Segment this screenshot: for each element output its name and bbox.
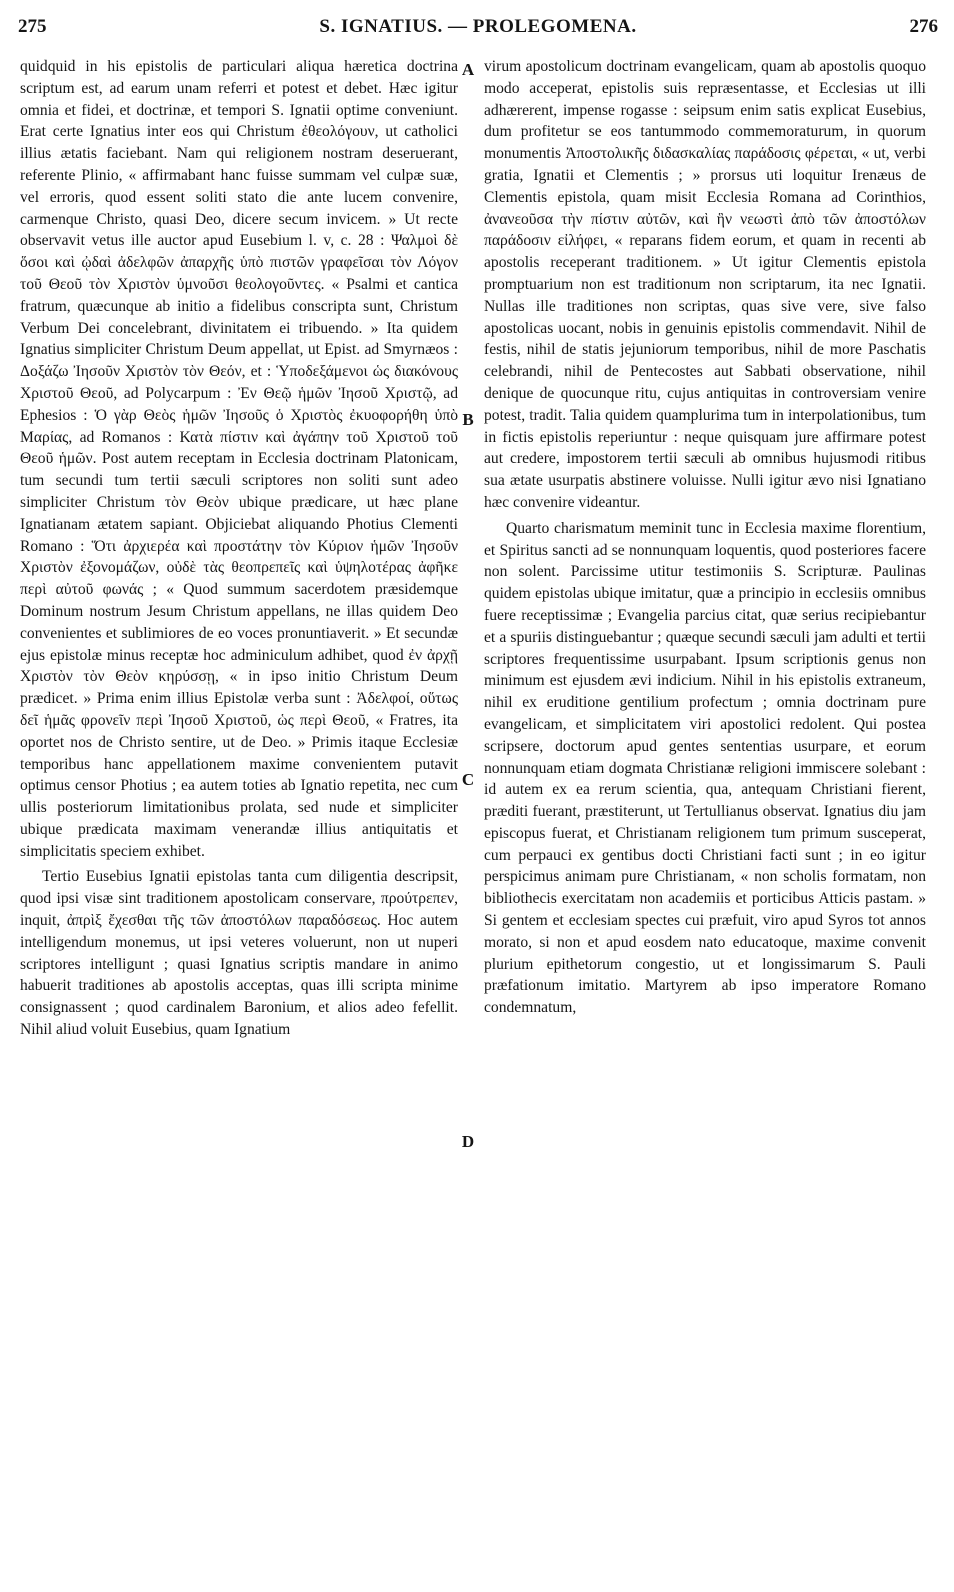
- margin-marker-c: C: [461, 770, 475, 789]
- page-number-left: 275: [18, 16, 47, 37]
- right-paragraph-2: Quarto charismatum meminit tunc in Ecclesia maxime florentium, et Spiritus sancti ad se nonnunquam loquentis, quod posteriores facere non solent. Parcissime utitur testimoniis S. Scripturæ. Paulinas quidem epistolas ubique imitatur, quæ a principio in ecclesiis omnibus fuere receptissimæ ; Evangelia parcius citat, quæ serius recipiebantur et a spuriis distinguebantur ; quæque secundi sæculi jam adulti et tertii scriptores frequentissime usurpabant. Ipsum scriptionis genus non minimum est ejusdem ævi indicium. Nihil in his epistolis extraneum, nihil ex eruditione gentilium profectum ; omnia doctrinam pure evangelicam, et simplicitatem viri apostolici redolent. Qui postea scripsere, doctorum apud gentes sententias usurpare, et eorum nonnunquam etiam dogmata Christianæ religioni immiscere solebant : id autem ex ea rerum scientia, qua, antequam Christiani fierent, præditi fuerant, præstiterunt, ut Tertullianus observat. Ignatius diu jam episcopus fuerat, et Christianam religionem tum primum susceperat, cum perpauci ex gentibus docti Christiani facti sunt ; in eo igitur perspicimus animam pure Christianam, « non scholis formatam, non bibliothecis exercitatam non academiis et porticibus Atticis pastam. » Si gentem et ecclesiam spectes cui præfuit, viro apud Syros tot annos morato, si non et apud eosdem nato educatoque, maxime convenit plurium epithetorum congestio, ut et longissimarum S. Pauli præfationum imitatio. Martyrem ab ipso imperatore Romano condemnatum,: [484, 519, 926, 1017]
- left-paragraph-2: Tertio Eusebius Ignatii epistolas tanta cum diligentia descripsit, quod ipsi visæ sint traditionem apostolicam conservare, προύτρεπεν, inquit, ἀπρὶξ ἔχεσθαι τῆς τῶν ἀποστόλων παραδόσεως. Hoc autem intelligendum monemus, ut ipsi veteres voluerunt, non ut nuperi scriptores intelligunt ; quasi Ignatius scriptis mandare in animo habuerit traditiones ab apostolis acceptas, quas illi scripta minime consignassent ; quod cardinalem Baronium, et alios adeo fefellit. Nihil aliud voluit Eusebius, quam Ignatium: [20, 868, 458, 1039]
- page-number-right: 276: [909, 16, 938, 37]
- right-column: [484, 56, 926, 1019]
- right-paragraph-1: virum apostolicum doctrinam evangelicam, quam ab apostolis quoquo modo acceperat, epistolis suis repræsentasse, et Ecclesias ut illi adhærerent, impense rogasse : seipsum enim satis explicat Eusebius, dum profitetur se eos tantummodo commemoraturum, in quorum monumentis Ἀποστολικῆς διδασκαλίας παράδοσις φέρεται, « ut, verbi gratia, Ignatii et Clementis ; » prorsus uti loquitur Irenæus de Clementis epistola, quam misit Ecclesia Romana ad Corinthios, ἀνανεοῦσα τὴν πίστιν αὐτῶν, καὶ ἣν νεωστὶ ἀπὸ τῶν ἀποστόλων παράδοσιν εἰλήφει, « reparans fidem eorum, et quam in recenti ab apostolis receperant traditionem. » Ut igitur Clementis epistola promptuarium non est traditionum non scriptarum, ita nec Ignatii. Nullas ille traditiones non scriptas, quas sive vere, sive falso apostolicas uocant, nobis in genuinis epistolis commendavit. Nihil de festis, nihil de statis jejuniorum temporibus, nihil de more Paschatis celebrandi, nihil de Pentecostes aut Sabbati observatione, nihil denique de quocunque ritu, cujus antiquitas in controversiam venire potest, tradit. Talia quidem quamplurima tum in interpolationibus, tum in fictis epistolis reperiuntur : neque quisquam jure affirmare potest aut credere, impostorem tertii sæculi ab omnibus hujusmodi ritibus sua ætate usurpatis abstinere voluisse. Nulli igitur ævo nisi Ignatiano hæc convenire videantur.: [484, 58, 926, 511]
- margin-marker-a: A: [461, 60, 475, 79]
- margin-marker-d: D: [461, 1132, 475, 1151]
- page-header: [18, 16, 938, 42]
- margin-marker-b: B: [462, 410, 474, 429]
- running-title: S. IGNATIUS. — PROLEGOMENA.: [319, 16, 637, 37]
- left-paragraph-1: quidquid in his epistolis de particulari aliqua hæretica doctrina scriptum est, ad earum unam referri et potest et debet. Hæc igitur omnia et fidei, et doctrinæ, et tempori S. Ignatii optime conveniunt. Erat certe Ignatius inter eos qui Christum ἐθεολόγουν, ut catholici illius ætatis faciebant. Nam qui religionem nostram deseruerant, referente Plinio, « affirmabant hanc fuisse summam vel culpæ suæ, vel erroris, quod essent soliti stato die ante lucem convenire, carmenque Christo, quasi Deo, dicere secum invicem. » Ut recte observavit vetus ille auctor apud Eusebium l. v, c. 28 : Ψαλμοὶ δὲ ὅσοι καὶ ᾠδαὶ ἀδελφῶν ἀπαρχῆς ὑπὸ πιστῶν γραφεῖσαι τὸν Λόγον τοῦ Θεοῦ τὸν Χριστὸν ὑμνοῦσι θεολογοῦντες. « Psalmi et cantica fratrum, quæcunque ab initio a fidelibus conscripta sunt, Christum Verbum Dei concelebrant, divinitatem ei tribuendo. » Ita quidem Ignatius simpliciter Christum Deum appellat, ut Epist. ad Smyrnæos : Δοξάζω Ἰησοῦν Χριστὸν τὸν Θεόν, et : Ὑποδεξάμενοι ὡς διακόνους Χριστοῦ Θεοῦ, ad Polycarpum : Ἐν Θεῷ ἡμῶν Ἰησοῦ Χριστῷ, ad Ephesios : Ὁ γὰρ Θεὸς ἡμῶν Ἰησοῦς ὁ Χριστὸς ἐκυοφορήθη ὑπὸ Μαρίας, ad Romanos : Κατὰ πίστιν καὶ ἀγάπην τοῦ Χριστοῦ τοῦ Θεοῦ ἡμῶν. Post autem receptam in Ecclesia doctrinam Platonicam, tum secundi tum tertii sæculi scriptores non soliti sunt adeo simpliciter Christum τὸν Θεὸν ubique prædicare, ut hæc plane Ignatianam ætatem sapiant. Objiciebat aliquando Photius Clementi Romano : Ὅτι ἀρχιερέα καὶ προστάτην τὸν Κύριον ἡμῶν Ἰησοῦν Χριστὸν ἐξονομάζων, οὐδὲ τὰς θεοπρεπεῖς καὶ ὑψηλοτέρας ἀφῆκε περὶ αὐτοῦ φωνάς ; « Quod summum sacerdotem præsidemque Dominum nostrum Jesum Christum appellans, ne illas quidem Deo convenientes et sublimiores de eo voces pronuntiaverit. » Et secundæ ejus epistolæ minus receptæ hoc adminiculum adhibet, quod ἐν ἀρχῇ Χριστὸν τὸν Θεὸν κηρύσσῃ, « in ipso initio Christum Deum prædicet. » Prima enim illius Epistolæ verba sunt : Ἀδελφοί, οὕτως δεῖ ἡμᾶς φρονεῖν περὶ Ἰησοῦ Χριστοῦ, ὡς περὶ Θεοῦ, « Fratres, ita oportet nos de Christo sentire, ut de Deo. » Primis itaque Ecclesiæ temporibus hanc appellationem maxime convenientem putavit optimus censor Photius ; ea autem toties ab Ignatio repetita, nec cum ullis posteriorum limitationibus prolata, sed nude et simpliciter ubique prædicata maximam venerandæ illius antiquitatis et simplicitatis speciem exhibet.: [20, 58, 458, 860]
- left-column: [20, 56, 458, 1041]
